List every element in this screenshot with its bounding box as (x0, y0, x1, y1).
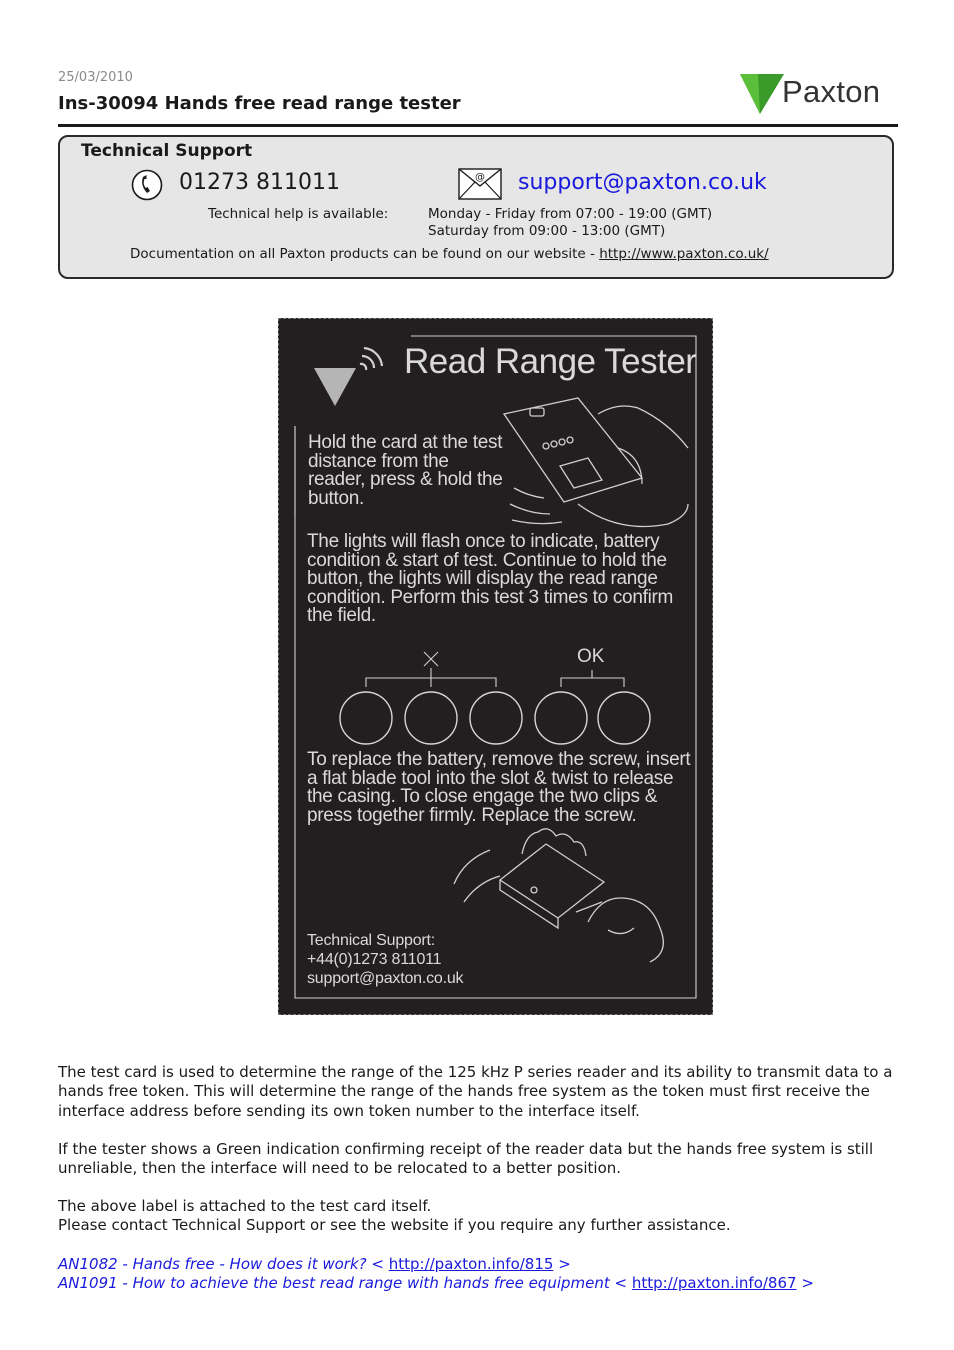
app-note-an1082: AN1082 - Hands free - How does it work? < http://paxton.info/815 > (58, 1255, 571, 1273)
support-email-link[interactable]: support@paxton.co.uk (518, 170, 767, 195)
body-paragraph-2: If the tester shows a Green indication confirming receipt of the reader data but the hands free system is still unreliable, then the interface will need to be relocated to a better position. (58, 1140, 874, 1178)
app-note-text: AN1082 - Hands free - How does it work? (58, 1255, 372, 1273)
documentation-note-text: Documentation on all Paxton products can be found on our website - (130, 246, 600, 262)
paxton-triangle-icon (314, 368, 356, 406)
logo-text: Paxton (782, 74, 881, 109)
label-support-heading: Technical Support: (307, 932, 436, 949)
body-paragraph-3: The above label is attached to the test card itself. (58, 1197, 432, 1215)
app-note-link[interactable]: http://paxton.info/867 (631, 1274, 797, 1292)
document-title: Ins-30094 Hands free read range tester (58, 93, 461, 114)
label-instruction-1: Hold the card at the test distance from the reader, press & hold the button. (308, 432, 503, 509)
app-note-link[interactable]: http://paxton.info/815 (388, 1255, 554, 1273)
hours-weekday: Monday - Friday from 07:00 - 19:00 (GMT) (428, 206, 713, 222)
body-paragraph-4: Please contact Technical Support or see the website if you require any further assistance. (58, 1216, 731, 1234)
label-instruction-3: To replace the battery, remove the screw, insert a flat blade tool into the slot & twist to release the casing. To close engage the two clips & press together firmly. Replace the screw. (307, 749, 691, 826)
phone-icon (131, 169, 163, 201)
label-support-phone: +44(0)1273 811011 (307, 951, 442, 968)
support-phone: 01273 811011 (179, 170, 340, 195)
document-date: 25/03/2010 (58, 70, 133, 85)
body-paragraph-1: The test card is used to determine the range of the 125 kHz P series reader and its ability to transmit data to a hands free token. This will determine the range of the hands free system as the token must first receive the interface address before sending its own token number to the interface itself. (58, 1063, 893, 1120)
hours-saturday: Saturday from 09:00 - 13:00 (GMT) (428, 223, 666, 239)
header-rule (58, 124, 898, 127)
label-artwork (278, 318, 713, 1015)
wireless-waves-icon (360, 348, 382, 370)
website-link[interactable]: http://www.paxton.co.uk/ (599, 246, 769, 262)
label-title: Read Range Tester (404, 342, 697, 381)
documentation-note (130, 246, 769, 262)
label-instruction-2: The lights will flash once to indicate, battery condition & start of test. Continue to hold the button, the lights will display the read range condition. Perform this test 3 times to confirm the field. (307, 531, 674, 626)
app-note-text: AN1091 - How to achieve the best read range with hands free equipment (58, 1274, 615, 1292)
support-heading: Technical Support (81, 141, 253, 161)
label-support-email: support@paxton.co.uk (307, 970, 464, 987)
hand-holding-card-illustration (504, 398, 688, 527)
help-availability-label: Technical help is available: (208, 206, 389, 222)
mail-icon (458, 168, 502, 200)
ok-label: OK (577, 646, 605, 667)
indicator-lights (340, 692, 650, 744)
app-note-an1091: AN1091 - How to achieve the best read range with hands free equipment < http://paxton.info/867 > (58, 1274, 814, 1292)
svg-text:@: @ (475, 172, 485, 183)
battery-replacement-illustration (454, 829, 663, 962)
